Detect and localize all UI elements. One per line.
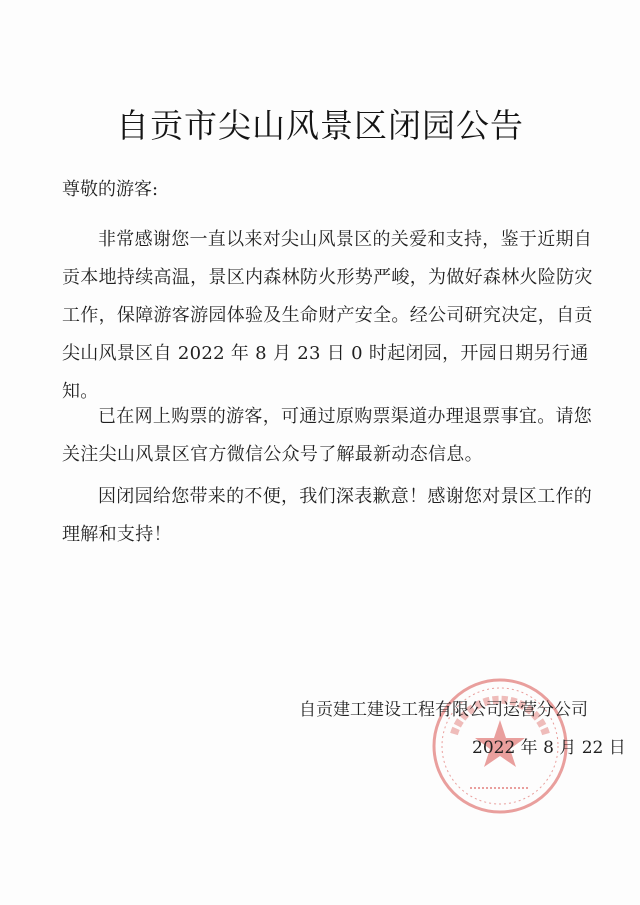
paragraph-closure-notice: 非常感谢您一直以来对尖山风景区的关爱和支持，鉴于近期自贡本地持续高温，景区内森林防火形势严峻，为做好森林火险防灾工作，保障游客游园体验及生命财产安全。经公司研究决定，自贡尖山风景区自 2022 年 8 月 23 日 0 时起闭园，开园日期另行通知。 [62, 229, 593, 402]
paragraph-apology: 因闭园给您带来的不便，我们深表歉意！感谢您对景区工作的理解和支持！ [62, 486, 593, 545]
signature-date: 2022 年 8 月 22 日 [472, 738, 626, 758]
paragraph-refund: 已在网上购票的游客，可通过原购票渠道办理退票事宜。请您关注尖山风景区官方微信公众号了解最新动态信息。 [62, 406, 593, 465]
signature-company: 自贡建工建设工程有限公司运营分公司 [299, 700, 588, 720]
greeting: 尊敬的游客: [62, 179, 159, 200]
page-title: 自贡市尖山风景区闭园公告 [116, 106, 524, 145]
